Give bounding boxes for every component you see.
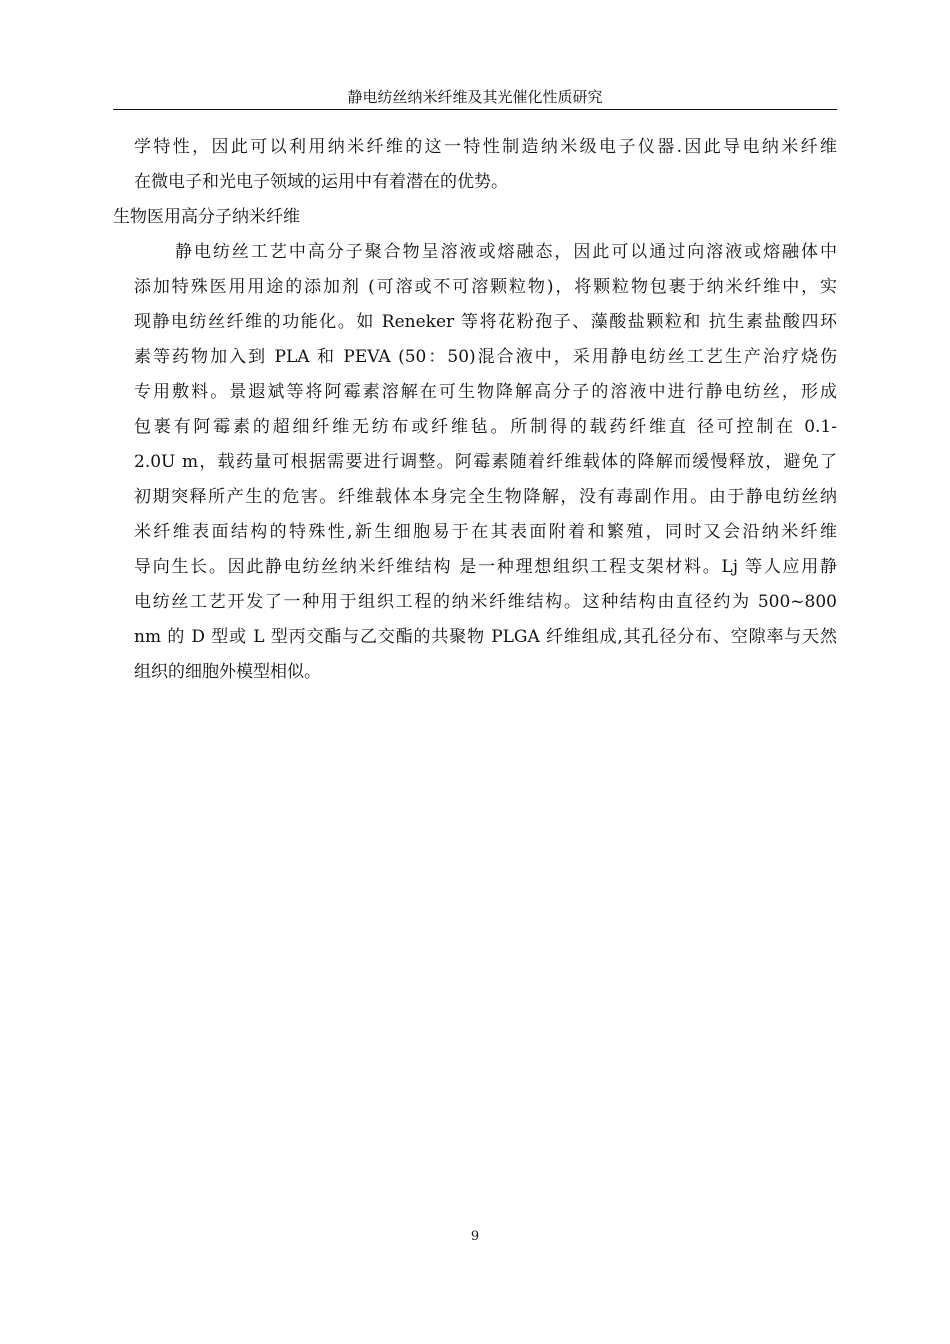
body-line: 现静电纺丝纤维的功能化。如 Reneker 等将花粉孢子、藻酸盐颗粒和 抗生素盐酸四环 <box>134 312 837 332</box>
body-line: 包裹有阿霉素的超细纤维无纺布或纤维毡。所制得的载药纤维直 径可控制在 0.1- <box>134 417 837 437</box>
body-line: 初期突释所产生的危害。纤维载体本身完全生物降解，没有毒副作用。由于静电纺丝纳 <box>134 487 837 507</box>
body-line: 素等药物加入到 PLA 和 PEVA (50：50)混合液中，采用静电纺丝工艺生产治疗烧伤 <box>134 347 837 367</box>
body-line: 添加特殊医用用途的添加剂 (可溶或不可溶颗粒物)，将颗粒物包裹于纳米纤维中，实 <box>134 277 837 297</box>
page-number: 9 <box>470 1229 480 1244</box>
body-line: 专用敷料。景遐斌等将阿霉素溶解在可生物降解高分子的溶液中进行静电纺丝，形成 <box>134 382 837 402</box>
section-heading: 生物医用高分子纳米纤维 <box>113 207 300 227</box>
body-line: 导向生长。因此静电纺丝纳米纤维结构 是一种理想组织工程支架材料。Lj 等人应用静 <box>134 557 837 577</box>
body-line: 静电纺丝工艺中高分子聚合物呈溶液或熔融态，因此可以通过向溶液或熔融体中 <box>175 242 837 262</box>
body-line: 电纺丝工艺开发了一种用于组织工程的纳米纤维结构。这种结构由直径约为 500~800 <box>134 592 837 612</box>
body-line: 组织的细胞外模型相似。 <box>134 662 321 682</box>
body-line: nm 的 D 型或 L 型丙交酯与乙交酯的共聚物 PLGA 纤维组成,其孔径分布、空隙率与天然 <box>134 627 837 647</box>
body-line: 在微电子和光电子领域的运用中有着潜在的优势。 <box>134 172 508 192</box>
running-header: 静电纺丝纳米纤维及其光催化性质研究 <box>347 88 603 106</box>
body-line: 2.0U m，载药量可根据需要进行调整。阿霉素随着纤维载体的降解而缓慢释放，避免了 <box>134 452 837 472</box>
header-rule <box>113 109 837 110</box>
body-line: 米纤维表面结构的特殊性,新生细胞易于在其表面附着和繁殖，同时又会沿纳米纤维 <box>134 522 837 542</box>
body-line: 学特性，因此可以利用纳米纤维的这一特性制造纳米级电子仪器.因此导电纳米纤维 <box>134 137 837 157</box>
